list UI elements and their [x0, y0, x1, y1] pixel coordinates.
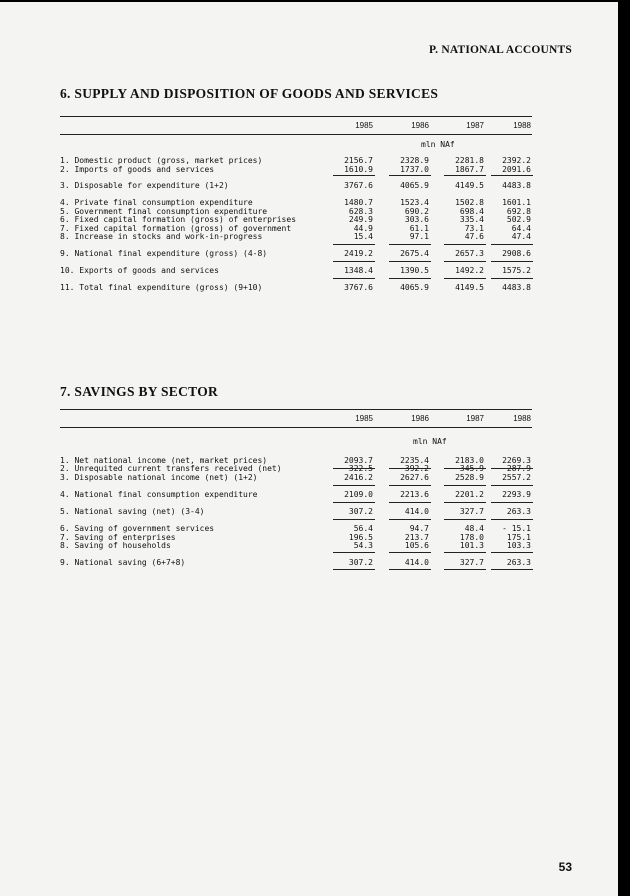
cell-value: 1610.9 — [344, 165, 373, 174]
total-underline — [491, 261, 533, 262]
total-underline — [333, 278, 375, 279]
total-underline — [444, 261, 486, 262]
table1-header-rule — [60, 134, 532, 135]
cell-value: 1601.1 — [502, 198, 531, 207]
total-underline — [444, 175, 486, 176]
total-underline — [389, 468, 431, 469]
scan-edge — [618, 0, 630, 896]
total-underline — [389, 175, 431, 176]
cell-value: 15.4 — [353, 232, 373, 241]
cell-value: 1480.7 — [344, 198, 373, 207]
total-underline — [491, 278, 533, 279]
cell-value: 1502.8 — [455, 198, 484, 207]
total-underline — [491, 569, 533, 570]
row-label: 6. Saving of government services — [60, 524, 215, 533]
cell-value: 414.0 — [404, 507, 429, 516]
cell-value: 322.5 — [348, 464, 373, 473]
cell-value: 2293.9 — [502, 490, 531, 499]
cell-value: 73.1 — [464, 224, 484, 233]
cell-value: 2908.6 — [502, 249, 531, 258]
total-underline — [389, 519, 431, 520]
total-underline — [333, 175, 375, 176]
table1-unit: mln NAf — [421, 140, 455, 149]
cell-value: 1523.4 — [400, 198, 429, 207]
table2-unit: mln NAf — [413, 437, 447, 446]
cell-value: 3767.6 — [344, 181, 373, 190]
total-underline — [333, 519, 375, 520]
cell-value: 64.4 — [511, 224, 531, 233]
cell-value: 2183.0 — [455, 456, 484, 465]
row-label: 4. National final consumption expenditure — [60, 490, 258, 499]
cell-value: 4149.5 — [455, 283, 484, 292]
cell-value: 1348.4 — [344, 266, 373, 275]
year-header: 1985 — [355, 121, 373, 130]
cell-value: 213.7 — [404, 533, 429, 542]
cell-value: 2675.4 — [400, 249, 429, 258]
cell-value: 2392.2 — [502, 156, 531, 165]
cell-value: 414.0 — [404, 558, 429, 567]
cell-value: 4065.9 — [400, 283, 429, 292]
total-underline — [491, 468, 533, 469]
cell-value: 2416.2 — [344, 473, 373, 482]
table2-top-rule — [60, 409, 532, 410]
row-label: 2. Imports of goods and services — [60, 165, 215, 174]
row-label: 1. Net national income (net, market prices) — [60, 456, 268, 465]
cell-value: 2328.9 — [400, 156, 429, 165]
total-underline — [389, 552, 431, 553]
cell-value: 692.8 — [506, 207, 531, 216]
row-label: 5. National saving (net) (3-4) — [60, 507, 205, 516]
total-underline — [444, 569, 486, 570]
cell-value: 2213.6 — [400, 490, 429, 499]
cell-value: 287.9 — [506, 464, 531, 473]
table1-top-rule — [60, 116, 532, 117]
cell-value: 101.3 — [459, 541, 484, 550]
total-underline — [333, 244, 375, 245]
total-underline — [491, 175, 533, 176]
total-underline — [333, 552, 375, 553]
row-label: 4. Private final consumption expenditure — [60, 198, 253, 207]
total-underline — [491, 519, 533, 520]
row-label: 7. Saving of enterprises — [60, 533, 176, 542]
cell-value: 698.4 — [459, 207, 484, 216]
cell-value: - 15.1 — [502, 524, 531, 533]
cell-value: 1390.5 — [400, 266, 429, 275]
year-header: 1985 — [355, 414, 373, 423]
row-label: 2. Unrequited current transfers received (net) — [60, 464, 282, 473]
cell-value: 335.4 — [459, 215, 484, 224]
cell-value: 56.4 — [353, 524, 373, 533]
cell-value: 4065.9 — [400, 181, 429, 190]
cell-value: 628.3 — [348, 207, 373, 216]
row-label: 1. Domestic product (gross, market prices) — [60, 156, 263, 165]
cell-value: 2557.2 — [502, 473, 531, 482]
cell-value: 2281.8 — [455, 156, 484, 165]
cell-value: 4149.5 — [455, 181, 484, 190]
cell-value: 97.1 — [409, 232, 429, 241]
cell-value: 47.4 — [511, 232, 531, 241]
row-label: 7. Fixed capital formation (gross) of government — [60, 224, 292, 233]
total-underline — [333, 468, 375, 469]
cell-value: 2201.2 — [455, 490, 484, 499]
cell-value: 48.4 — [464, 524, 484, 533]
page-number: 53 — [558, 860, 572, 874]
row-label: 9. National final expenditure (gross) (4-8) — [60, 249, 268, 258]
cell-value: 2093.7 — [344, 456, 373, 465]
row-label: 10. Exports of goods and services — [60, 266, 219, 275]
year-header: 1986 — [411, 414, 429, 423]
cell-value: 2156.7 — [344, 156, 373, 165]
year-header: 1988 — [513, 414, 531, 423]
cell-value: 345.9 — [459, 464, 484, 473]
row-label: 8. Saving of households — [60, 541, 171, 550]
row-label: 5. Government final consumption expenditure — [60, 207, 268, 216]
table1-title: 6. SUPPLY AND DISPOSITION OF GOODS AND SERVICES — [60, 86, 439, 101]
row-label: 3. Disposable for expenditure (1+2) — [60, 181, 229, 190]
cell-value: 4483.8 — [502, 181, 531, 190]
cell-value: 103.3 — [506, 541, 531, 550]
cell-value: 307.2 — [348, 558, 373, 567]
total-underline — [333, 261, 375, 262]
running-header: P. NATIONAL ACCOUNTS — [429, 44, 572, 56]
total-underline — [491, 244, 533, 245]
table2-header-rule — [60, 427, 532, 428]
total-underline — [444, 468, 486, 469]
total-underline — [333, 502, 375, 503]
total-underline — [444, 502, 486, 503]
total-underline — [389, 569, 431, 570]
cell-value: 2627.6 — [400, 473, 429, 482]
cell-value: 2091.6 — [502, 165, 531, 174]
cell-value: 502.9 — [506, 215, 531, 224]
cell-value: 2109.0 — [344, 490, 373, 499]
row-label: 8. Increase in stocks and work-in-progress — [60, 232, 263, 241]
year-header: 1987 — [466, 121, 484, 130]
cell-value: 263.3 — [506, 558, 531, 567]
row-label: 9. National saving (6+7+8) — [60, 558, 186, 567]
cell-value: 54.3 — [353, 541, 373, 550]
cell-value: 392.2 — [404, 464, 429, 473]
cell-value: 105.6 — [404, 541, 429, 550]
total-underline — [444, 485, 486, 486]
total-underline — [333, 569, 375, 570]
cell-value: 2235.4 — [400, 456, 429, 465]
total-underline — [389, 261, 431, 262]
cell-value: 1867.7 — [455, 165, 484, 174]
total-underline — [333, 485, 375, 486]
total-underline — [444, 519, 486, 520]
total-underline — [389, 485, 431, 486]
cell-value: 1737.0 — [400, 165, 429, 174]
total-underline — [491, 502, 533, 503]
cell-value: 690.2 — [404, 207, 429, 216]
year-header: 1988 — [513, 121, 531, 130]
total-underline — [389, 278, 431, 279]
page-edge — [0, 0, 630, 2]
total-underline — [491, 552, 533, 553]
year-header: 1986 — [411, 121, 429, 130]
total-underline — [444, 278, 486, 279]
cell-value: 178.0 — [459, 533, 484, 542]
year-header: 1987 — [466, 414, 484, 423]
cell-value: 196.5 — [348, 533, 373, 542]
cell-value: 327.7 — [459, 558, 484, 567]
total-underline — [389, 502, 431, 503]
cell-value: 44.9 — [353, 224, 373, 233]
row-label: 3. Disposable national income (net) (1+2) — [60, 473, 258, 482]
total-underline — [491, 485, 533, 486]
cell-value: 303.6 — [404, 215, 429, 224]
cell-value: 3767.6 — [344, 283, 373, 292]
cell-value: 4483.8 — [502, 283, 531, 292]
cell-value: 2269.3 — [502, 456, 531, 465]
cell-value: 2419.2 — [344, 249, 373, 258]
cell-value: 175.1 — [506, 533, 531, 542]
cell-value: 1492.2 — [455, 266, 484, 275]
cell-value: 2657.3 — [455, 249, 484, 258]
cell-value: 307.2 — [348, 507, 373, 516]
cell-value: 249.9 — [348, 215, 373, 224]
cell-value: 2528.9 — [455, 473, 484, 482]
total-underline — [389, 244, 431, 245]
cell-value: 47.6 — [464, 232, 484, 241]
cell-value: 61.1 — [409, 224, 429, 233]
cell-value: 327.7 — [459, 507, 484, 516]
cell-value: 94.7 — [409, 524, 429, 533]
table2-title: 7. SAVINGS BY SECTOR — [60, 384, 219, 399]
total-underline — [444, 552, 486, 553]
cell-value: 1575.2 — [502, 266, 531, 275]
row-label: 6. Fixed capital formation (gross) of enterprises — [60, 215, 297, 224]
row-label: 11. Total final expenditure (gross) (9+10) — [60, 283, 263, 292]
total-underline — [444, 244, 486, 245]
cell-value: 263.3 — [506, 507, 531, 516]
